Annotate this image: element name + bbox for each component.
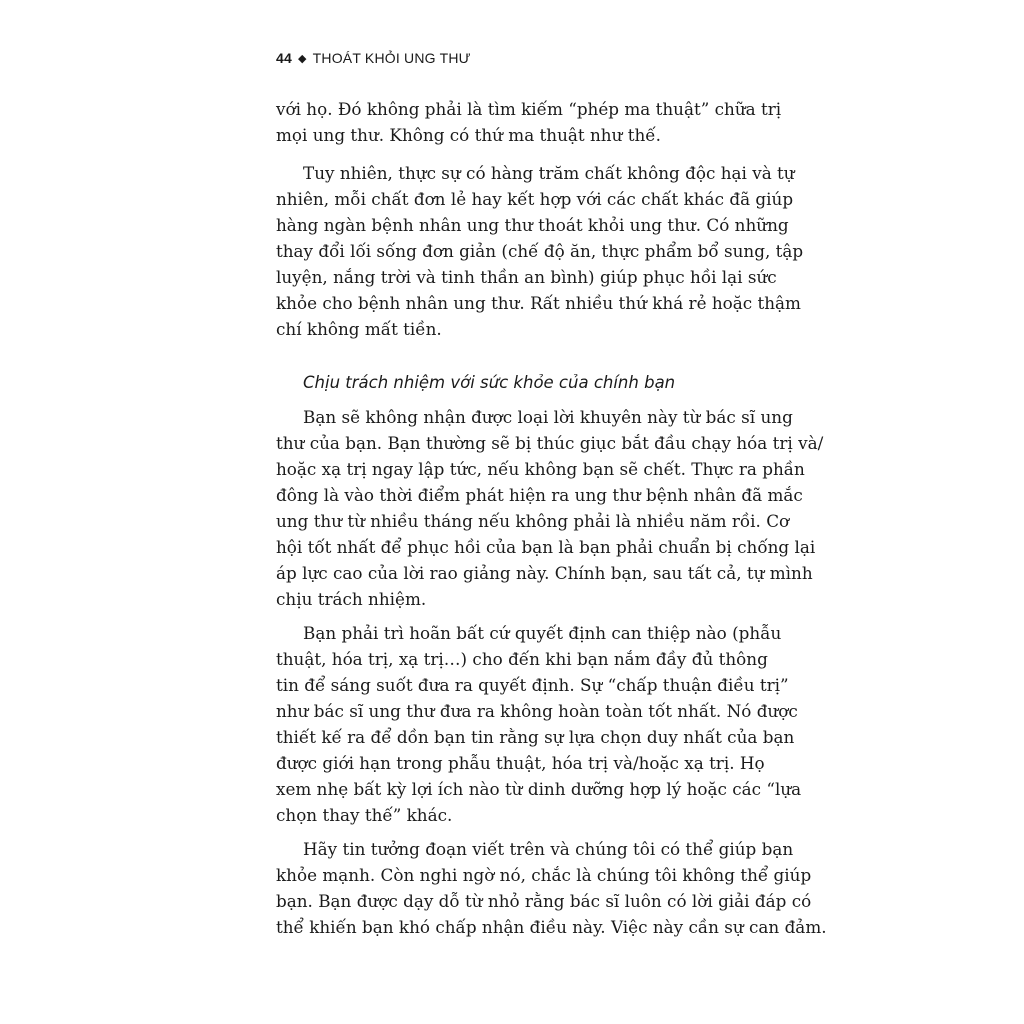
running-header xyxy=(276,50,471,66)
text-line: mọi ung thư. Không có thứ ma thuật như thế. xyxy=(276,125,661,145)
text-line: bạn. Bạn được dạy dỗ từ nhỏ rằng bác sĩ luôn có lời giải đáp có xyxy=(276,891,812,911)
text-line: hội tốt nhất để phục hồi của bạn là bạn phải chuẩn bị chống lại xyxy=(276,537,816,557)
text-line: Hãy tin tưởng đoạn viết trên và chúng tôi có thể giúp bạn xyxy=(303,839,794,859)
text-line: thể khiến bạn khó chấp nhận điều này. Việc này cần sự can đảm. xyxy=(276,917,827,937)
text-line: thư của bạn. Bạn thường sẽ bị thúc giục bắt đầu chạy hóa trị và/ xyxy=(276,433,824,453)
text-line: chịu trách nhiệm. xyxy=(276,589,427,609)
text-line: xem nhẹ bất kỳ lợi ích nào từ dinh dưỡng hợp lý hoặc các “lựa xyxy=(276,779,802,799)
text-line: áp lực cao của lời rao giảng này. Chính bạn, sau tất cả, tự mình xyxy=(276,563,813,583)
text-line: như bác sĩ ung thư đưa ra không hoàn toàn tốt nhất. Nó được xyxy=(276,701,798,721)
text-line: tin để sáng suốt đưa ra quyết định. Sự “chấp thuận điều trị” xyxy=(276,675,789,695)
text-line: khỏe cho bệnh nhân ung thư. Rất nhiều thứ khá rẻ hoặc thậm xyxy=(276,293,801,313)
text-line: Bạn phải trì hoãn bất cứ quyết định can thiệp nào (phẫu xyxy=(303,623,782,643)
text-line: đông là vào thời điểm phát hiện ra ung thư bệnh nhân đã mắc xyxy=(276,485,803,505)
text-line: hoặc xạ trị ngay lập tức, nếu không bạn sẽ chết. Thực ra phần xyxy=(276,459,805,479)
text-line: được giới hạn trong phẫu thuật, hóa trị và/hoặc xạ trị. Họ xyxy=(276,753,765,773)
text-line: chí không mất tiền. xyxy=(276,319,442,339)
text-line: chọn thay thế” khác. xyxy=(276,805,453,825)
text-line: Tuy nhiên, thực sự có hàng trăm chất không độc hại và tự xyxy=(303,163,795,183)
text-line: ung thư từ nhiều tháng nếu không phải là nhiều năm rồi. Cơ xyxy=(276,511,790,531)
text-line: với họ. Đó không phải là tìm kiếm “phép ma thuật” chữa trị xyxy=(276,99,782,119)
section-heading: Chịu trách nhiệm với sức khỏe của chính bạn xyxy=(303,373,676,392)
text-line: thay đổi lối sống đơn giản (chế độ ăn, thực phẩm bổ sung, tập xyxy=(276,241,804,261)
text-line: Bạn sẽ không nhận được loại lời khuyên này từ bác sĩ ung xyxy=(303,407,793,427)
text-line: thuật, hóa trị, xạ trị…) cho đến khi bạn nắm đầy đủ thông xyxy=(276,649,768,669)
text-line: khỏe mạnh. Còn nghi ngờ nó, chắc là chúng tôi không thể giúp xyxy=(276,865,812,885)
text-line: luyện, nắng trời và tinh thần an bình) giúp phục hồi lại sức xyxy=(276,267,777,287)
text-line: nhiên, mỗi chất đơn lẻ hay kết hợp với các chất khác đã giúp xyxy=(276,189,794,209)
text-line: hàng ngàn bệnh nhân ung thư thoát khỏi ung thư. Có những xyxy=(276,215,789,235)
book-title: THOÁT KHỎI UNG THƯ xyxy=(312,50,471,66)
text-line: thiết kế ra để dồn bạn tin rằng sự lựa chọn duy nhất của bạn xyxy=(276,727,795,747)
diamond-separator-icon: ◆ xyxy=(297,53,307,65)
page-number: 44 xyxy=(276,50,292,66)
